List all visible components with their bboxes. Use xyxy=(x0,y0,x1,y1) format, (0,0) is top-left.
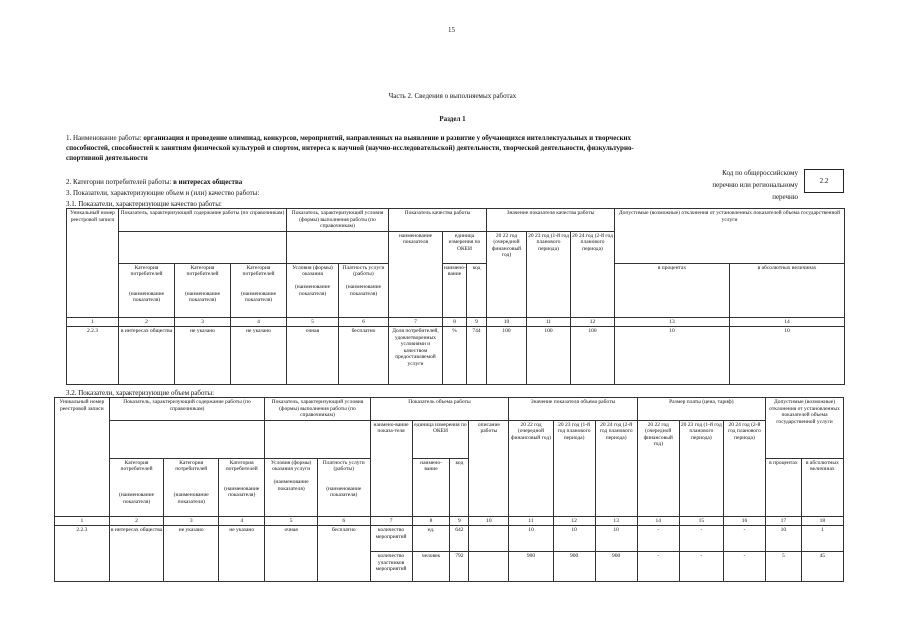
cell-v3: 900 xyxy=(595,552,637,582)
h-dev-pct: в процентах xyxy=(615,263,730,317)
col-num: 11 xyxy=(509,516,553,526)
h2-indicator-name: наимено-вание показа-теля xyxy=(370,420,412,516)
cell-p3: - xyxy=(723,552,765,582)
cell-abs: 1 xyxy=(801,526,843,552)
col-num: 8 xyxy=(443,317,467,327)
h-year1: 20 22 год (очередной финансовый год) xyxy=(487,231,527,317)
col-num: 10 xyxy=(469,516,509,526)
h2-conditions: Показатель, характеризующий условия (формы) выполнения работы (по справочникам) xyxy=(265,398,370,421)
cell-p1: - xyxy=(637,552,679,582)
h2-price: Размер платы (цена, тариф) xyxy=(637,398,765,421)
col-num: 13 xyxy=(595,516,637,526)
cell-cat3: не указано xyxy=(231,327,287,385)
cell-p3: - xyxy=(723,526,765,552)
h2-deviation: Допустимые (возможные) отклонения от установленных показателей объема государственной услуги xyxy=(766,398,844,459)
h2-year1: 20 22 год (очередной финансовый год) xyxy=(509,420,553,516)
h2-content: Показатель, характеризующий содержание работы (по справочникам) xyxy=(109,398,265,421)
col-num: 9 xyxy=(467,317,487,327)
col-num: 7 xyxy=(370,516,412,526)
h2-cat3: Категория потребителей (наименование показателя) xyxy=(219,458,265,516)
cell-pct: 10 xyxy=(615,327,730,385)
cell-p2: - xyxy=(679,552,723,582)
col-num: 6 xyxy=(317,516,370,526)
cell-code: 2.2.3 xyxy=(55,526,110,582)
col-num: 5 xyxy=(287,317,339,327)
col-num: 3 xyxy=(175,317,231,327)
volume-label: 3.2. Показатели, характеризующие объем работы: xyxy=(66,389,215,397)
h2-price3: 20 24 год (2-й год планового периода) xyxy=(723,420,765,516)
col-num: 14 xyxy=(637,516,679,526)
h2-volume: Показатель объема работы xyxy=(370,398,509,421)
h-form: Условия (формы) оказания (наименование показателя) xyxy=(287,263,339,317)
col-num: 4 xyxy=(219,516,265,526)
col-num: 12 xyxy=(553,516,595,526)
col-num: 2 xyxy=(119,317,175,327)
cell-unit: % xyxy=(443,327,467,385)
col-num: 6 xyxy=(339,317,389,327)
h-dev-abs: в абсолютных величинах xyxy=(730,263,845,317)
h-year3: 20 24 год (2-й год планового периода) xyxy=(571,231,615,317)
cell-abs: 10 xyxy=(730,327,845,385)
work-name-value: организация и проведение олимпиад, конкурсов, мероприятий, направленных на выявление и развитие у обучающихся интеллектуальных и творческих способностей, способностей к занятиям физической культурой и спортом, интереса к научной (научно-исследовательской) деятельности, творческой деятельности, физкультурно-спортивной деятельности xyxy=(66,134,634,162)
work-name-label: 1. Наименование работы: xyxy=(66,134,142,142)
volume-table xyxy=(54,397,844,582)
cell-p1: - xyxy=(637,526,679,552)
consumers-label: 2. Категории потребителей работы: xyxy=(66,178,172,186)
cell-desc xyxy=(469,552,509,582)
h2-cat2: Категория потребителей (наименование показателя) xyxy=(164,458,219,516)
col-num: 13 xyxy=(615,317,730,327)
col-num: 15 xyxy=(679,516,723,526)
col-num: 16 xyxy=(723,516,765,526)
col-num: 2 xyxy=(109,516,164,526)
consumers-value: в интересах общества xyxy=(173,178,243,186)
h2-unit-code: код xyxy=(450,458,469,516)
h2-dev-pct: в процентах xyxy=(766,458,802,516)
cell-v3: 100 xyxy=(571,327,615,385)
cell-unit: человек xyxy=(412,552,450,582)
h-unique: Уникальный номер реестровой записи xyxy=(67,209,119,318)
cell-indicator: количество участников мероприятий xyxy=(370,552,412,582)
cell-v1: 100 xyxy=(487,327,527,385)
cell-okei: 744 xyxy=(467,327,487,385)
col-num: 3 xyxy=(164,516,219,526)
h-content: Показатель, характеризующий содержание работы (по справочникам) xyxy=(119,209,287,232)
col-num: 11 xyxy=(527,317,571,327)
table-row xyxy=(55,526,844,552)
h2-unique: Уникальный номер реестровой записи xyxy=(55,398,110,517)
h2-price1: 20 22 год (очередной финансовый год) xyxy=(637,420,679,516)
cell-unit: ед. xyxy=(412,526,450,552)
cell-v1: 900 xyxy=(509,552,553,582)
h-indicator-name: наименование показателя xyxy=(389,231,443,317)
cell-p2: - xyxy=(679,526,723,552)
h2-unit-name: наимено-вание xyxy=(412,458,450,516)
h-unit-code: код xyxy=(467,263,487,317)
cell-pay: бесплатно xyxy=(317,526,370,582)
quality-table xyxy=(66,208,845,385)
col-num: 9 xyxy=(450,516,469,526)
number-row xyxy=(67,317,845,327)
cell-indicator: Доля потребителей, удовлетворенных условиями и качеством предоставляемой услуги xyxy=(389,327,443,385)
h2-dev-abs: в абсолютных величинах xyxy=(801,458,843,516)
col-num: 17 xyxy=(766,516,802,526)
h-unit-name: наимено-вание xyxy=(443,263,467,317)
h-value: Значение показателя качества работы xyxy=(487,209,615,232)
col-num: 12 xyxy=(571,317,615,327)
cell-okei: 792 xyxy=(450,552,469,582)
cell-form: очная xyxy=(265,526,318,582)
section-title: Раздел 1 xyxy=(439,115,466,123)
number-row xyxy=(55,516,844,526)
h2-content-empty xyxy=(109,420,265,458)
h2-conditions-empty xyxy=(265,420,370,458)
h-pay: Платность услуги (работы) (наименование показателя) xyxy=(339,263,389,317)
cell-desc xyxy=(469,526,509,552)
col-num: 10 xyxy=(487,317,527,327)
consumers xyxy=(66,178,242,186)
part-title: Часть 2. Сведения о выполняемых работах xyxy=(388,92,517,100)
h-deviation: Допустимые (возможные) отклонения от установленных показателей объема государственной услуги xyxy=(615,209,845,264)
h-conditions: Показатель, характеризующий условия (формы) выполнения работы (по справочникам) xyxy=(287,209,389,232)
page-number: 15 xyxy=(448,26,455,34)
cell-okei: 642 xyxy=(450,526,469,552)
cell-v2: 10 xyxy=(553,526,595,552)
h2-desc: описание работы xyxy=(469,420,509,516)
col-num: 4 xyxy=(231,317,287,327)
col-num: 7 xyxy=(389,317,443,327)
code-value: 2.2 xyxy=(804,169,844,193)
h-content-empty xyxy=(119,231,287,263)
col-num: 14 xyxy=(730,317,845,327)
cell-cat2: не указано xyxy=(175,327,231,385)
h-cat1: Категория потребителей (наименование показателя) xyxy=(119,263,175,317)
h2-price2: 20 23 год (1-й год планового периода) xyxy=(679,420,723,516)
cell-pct: 5 xyxy=(766,552,802,582)
h2-unit: единица измерения по ОКЕИ xyxy=(412,420,469,458)
col-num: 1 xyxy=(55,516,110,526)
cell-cat2: не указано xyxy=(164,526,219,582)
cell-cat1: в интересах общества xyxy=(109,526,164,582)
h2-year2: 20 23 год (1-й год планового периода) xyxy=(553,420,595,516)
cell-pct: 10 xyxy=(766,526,802,552)
h2-cat1: Категория потребителей (наименование показателя) xyxy=(109,458,164,516)
h2-year3: 20 24 год (2-й год планового периода) xyxy=(595,420,637,516)
h2-pay: Платность услуги (работы) (наименование показателя) xyxy=(317,458,370,516)
cell-v2: 100 xyxy=(527,327,571,385)
h-cat3: Категория потребителей (наименование показателя) xyxy=(231,263,287,317)
h-conditions-empty xyxy=(287,231,389,263)
quality-label: 3.1. Показатели, характеризующие качество работы: xyxy=(66,200,222,208)
col-num: 18 xyxy=(801,516,843,526)
h-unit: единица измерения по ОКЕИ xyxy=(443,231,487,263)
h2-form: Условия (формы) оказания услуги (наименование показателя) xyxy=(265,458,318,516)
cell-v3: 10 xyxy=(595,526,637,552)
cell-v2: 900 xyxy=(553,552,595,582)
table-row xyxy=(67,327,845,385)
h2-value: Значение показателя объема работы xyxy=(509,398,637,421)
cell-abs: 45 xyxy=(801,552,843,582)
cell-v1: 10 xyxy=(509,526,553,552)
cell-cat3: не указано xyxy=(219,526,265,582)
col-num: 5 xyxy=(265,516,318,526)
cell-form: очная xyxy=(287,327,339,385)
cell-cat1: в интересах общества xyxy=(119,327,175,385)
h-cat2: Категория потребителей (наименование показателя) xyxy=(175,263,231,317)
h-quality: Показатель качества работы xyxy=(389,209,487,232)
col-num: 8 xyxy=(412,516,450,526)
work-name xyxy=(66,133,666,163)
indicators-label: 3. Показатели, характеризующие объем и (или) качество работы: xyxy=(66,189,260,197)
code-label: Код по общероссийскому перечню или региональному перечню xyxy=(712,169,798,201)
cell-indicator: количество мероприятий xyxy=(370,526,412,552)
cell-pay: бесплатно xyxy=(339,327,389,385)
cell-code: 2.2.3 xyxy=(67,327,119,385)
h-year2: 20 23 год (1-й год планового периода) xyxy=(527,231,571,317)
col-num: 1 xyxy=(67,317,119,327)
